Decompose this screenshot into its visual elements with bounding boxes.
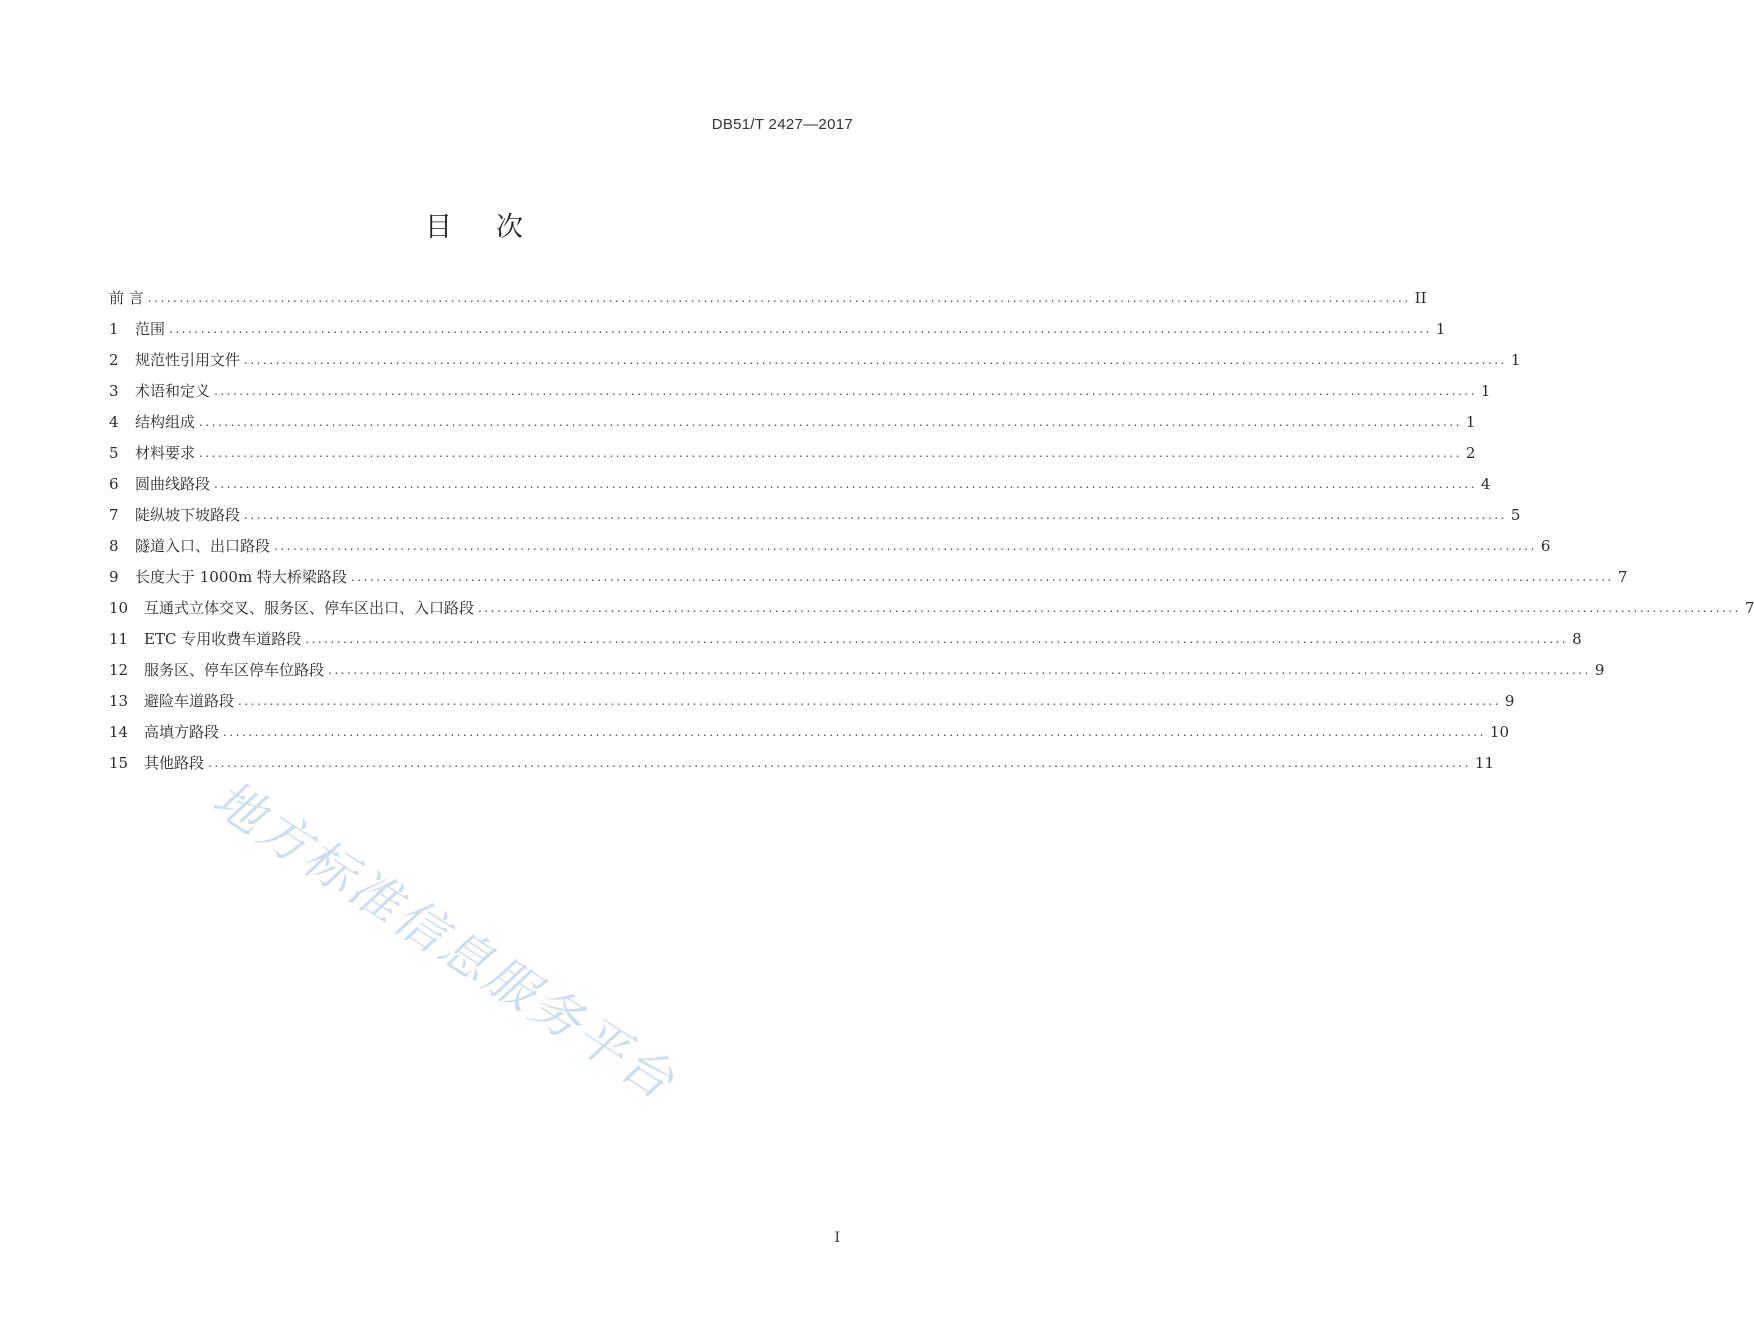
page-title xyxy=(0,205,950,244)
toc-entry[interactable] xyxy=(109,719,1509,750)
toc-entry-page: 1 xyxy=(1435,320,1446,338)
toc-entry[interactable] xyxy=(109,657,1605,688)
document-code: DB51/T 2427—2017 xyxy=(711,116,853,133)
toc-entry[interactable] xyxy=(109,750,1494,781)
toc-entry-number: 9 xyxy=(109,568,119,586)
toc-entry-number: 12 xyxy=(109,661,129,679)
toc-entry[interactable] xyxy=(109,502,1521,533)
toc-entry-number: 1 xyxy=(109,320,119,338)
dot-leader: ........................................................................................................................................................................................................ xyxy=(244,508,1507,522)
toc-entry-page: 11 xyxy=(1474,754,1494,772)
toc-entry-label: 陡纵坡下坡路段 xyxy=(135,506,241,524)
toc-entry-page: 1 xyxy=(1510,351,1521,369)
toc-entry-page: 8 xyxy=(1572,630,1582,648)
toc-entry-label: 规范性引用文件 xyxy=(135,351,241,369)
toc-entry-number: 5 xyxy=(109,444,119,462)
toc-entry[interactable] xyxy=(109,409,1476,440)
title-char-left: 目 xyxy=(425,212,454,243)
toc-entry[interactable] xyxy=(109,688,1515,719)
dot-leader: ........................................................................................................................................................................................................ xyxy=(223,725,1486,739)
toc-entry[interactable] xyxy=(109,626,1582,657)
toc-entry-number: 15 xyxy=(109,754,129,772)
toc-entry[interactable] xyxy=(109,595,1754,626)
dot-leader: ........................................................................................................................................................................................................ xyxy=(169,322,1432,336)
toc-entry-number: 3 xyxy=(109,382,119,400)
toc-entry-number: 6 xyxy=(109,475,119,493)
toc-entry[interactable] xyxy=(109,471,1491,502)
toc-entry-page: 1 xyxy=(1465,413,1476,431)
toc-entry-number: 13 xyxy=(109,692,129,710)
toc-entry-number: 7 xyxy=(109,506,119,524)
watermark: 地方标准信息服务平台 xyxy=(202,769,687,1112)
toc-entry-label: 范围 xyxy=(135,320,166,338)
toc-entry-page: 9 xyxy=(1594,661,1605,679)
dot-leader: ........................................................................................................................................................................................................ xyxy=(214,477,1477,491)
toc-entry-page: 10 xyxy=(1489,723,1509,741)
toc-entry[interactable] xyxy=(109,285,1427,316)
toc-entry-label: 隧道入口、出口路段 xyxy=(135,537,271,555)
toc-entry-label: 结构组成 xyxy=(135,413,196,431)
toc-entry-page: 9 xyxy=(1504,692,1515,710)
toc-entry-page: 7 xyxy=(1744,599,1754,617)
toc-entry-page: 4 xyxy=(1480,475,1491,493)
dot-leader: ........................................................................................................................................................................................................ xyxy=(214,384,1477,398)
toc-entry-page: 2 xyxy=(1465,444,1476,462)
page-number: I xyxy=(834,1230,840,1246)
toc-entry-label: ETC 专用收费车道路段 xyxy=(144,630,302,648)
toc-entry[interactable] xyxy=(109,378,1491,409)
toc-entry-label: 其他路段 xyxy=(144,754,205,772)
toc-entry-label: 前 言 xyxy=(109,289,144,307)
dot-leader: ........................................................................................................................................................................................................ xyxy=(199,415,1462,429)
toc-entry[interactable] xyxy=(109,440,1476,471)
dot-leader: ........................................................................................................................................................................................................ xyxy=(305,632,1569,646)
toc-entry-page: 6 xyxy=(1540,537,1551,555)
toc-entry-number: 8 xyxy=(109,537,119,555)
table-of-contents xyxy=(109,285,1754,781)
toc-entry-number: 2 xyxy=(109,351,119,369)
dot-leader: ........................................................................................................................................................................................................ xyxy=(274,539,1537,553)
toc-entry-label: 服务区、停车区停车位路段 xyxy=(144,661,325,679)
toc-entry-page: 7 xyxy=(1617,568,1628,586)
toc-entry-label: 圆曲线路段 xyxy=(135,475,211,493)
dot-leader: ........................................................................................................................................................................................................ xyxy=(199,446,1462,460)
dot-leader: ........................................................................................................................................................................................................ xyxy=(238,694,1501,708)
toc-entry[interactable] xyxy=(109,316,1446,347)
toc-entry-label: 高填方路段 xyxy=(144,723,220,741)
toc-entry-page: 1 xyxy=(1480,382,1491,400)
dot-leader: ........................................................................................................................................................................................................ xyxy=(478,601,1741,615)
toc-entry-number: 10 xyxy=(109,599,129,617)
toc-entry[interactable] xyxy=(109,347,1521,378)
toc-entry-number: 14 xyxy=(109,723,129,741)
dot-leader: ........................................................................................................................................................................................................ xyxy=(244,353,1507,367)
toc-entry-label: 互通式立体交叉、服务区、停车区出口、入口路段 xyxy=(144,599,475,617)
toc-entry-number: 4 xyxy=(109,413,119,431)
dot-leader: ........................................................................................................................................................................................................ xyxy=(350,570,1614,584)
toc-entry-page: II xyxy=(1414,289,1427,307)
toc-entry-page: 5 xyxy=(1510,506,1521,524)
title-char-right: 次 xyxy=(496,212,525,243)
toc-entry-label: 避险车道路段 xyxy=(144,692,235,710)
toc-entry[interactable] xyxy=(109,533,1551,564)
dot-leader: ........................................................................................................................................................................................................ xyxy=(147,291,1411,305)
toc-entry-label: 长度大于 1000m 特大桥梁路段 xyxy=(135,568,347,586)
toc-entry-number: 11 xyxy=(109,630,129,648)
toc-entry-label: 材料要求 xyxy=(135,444,196,462)
dot-leader: ........................................................................................................................................................................................................ xyxy=(208,756,1471,770)
toc-entry-label: 术语和定义 xyxy=(135,382,211,400)
dot-leader: ........................................................................................................................................................................................................ xyxy=(328,663,1591,677)
toc-entry[interactable] xyxy=(109,564,1628,595)
